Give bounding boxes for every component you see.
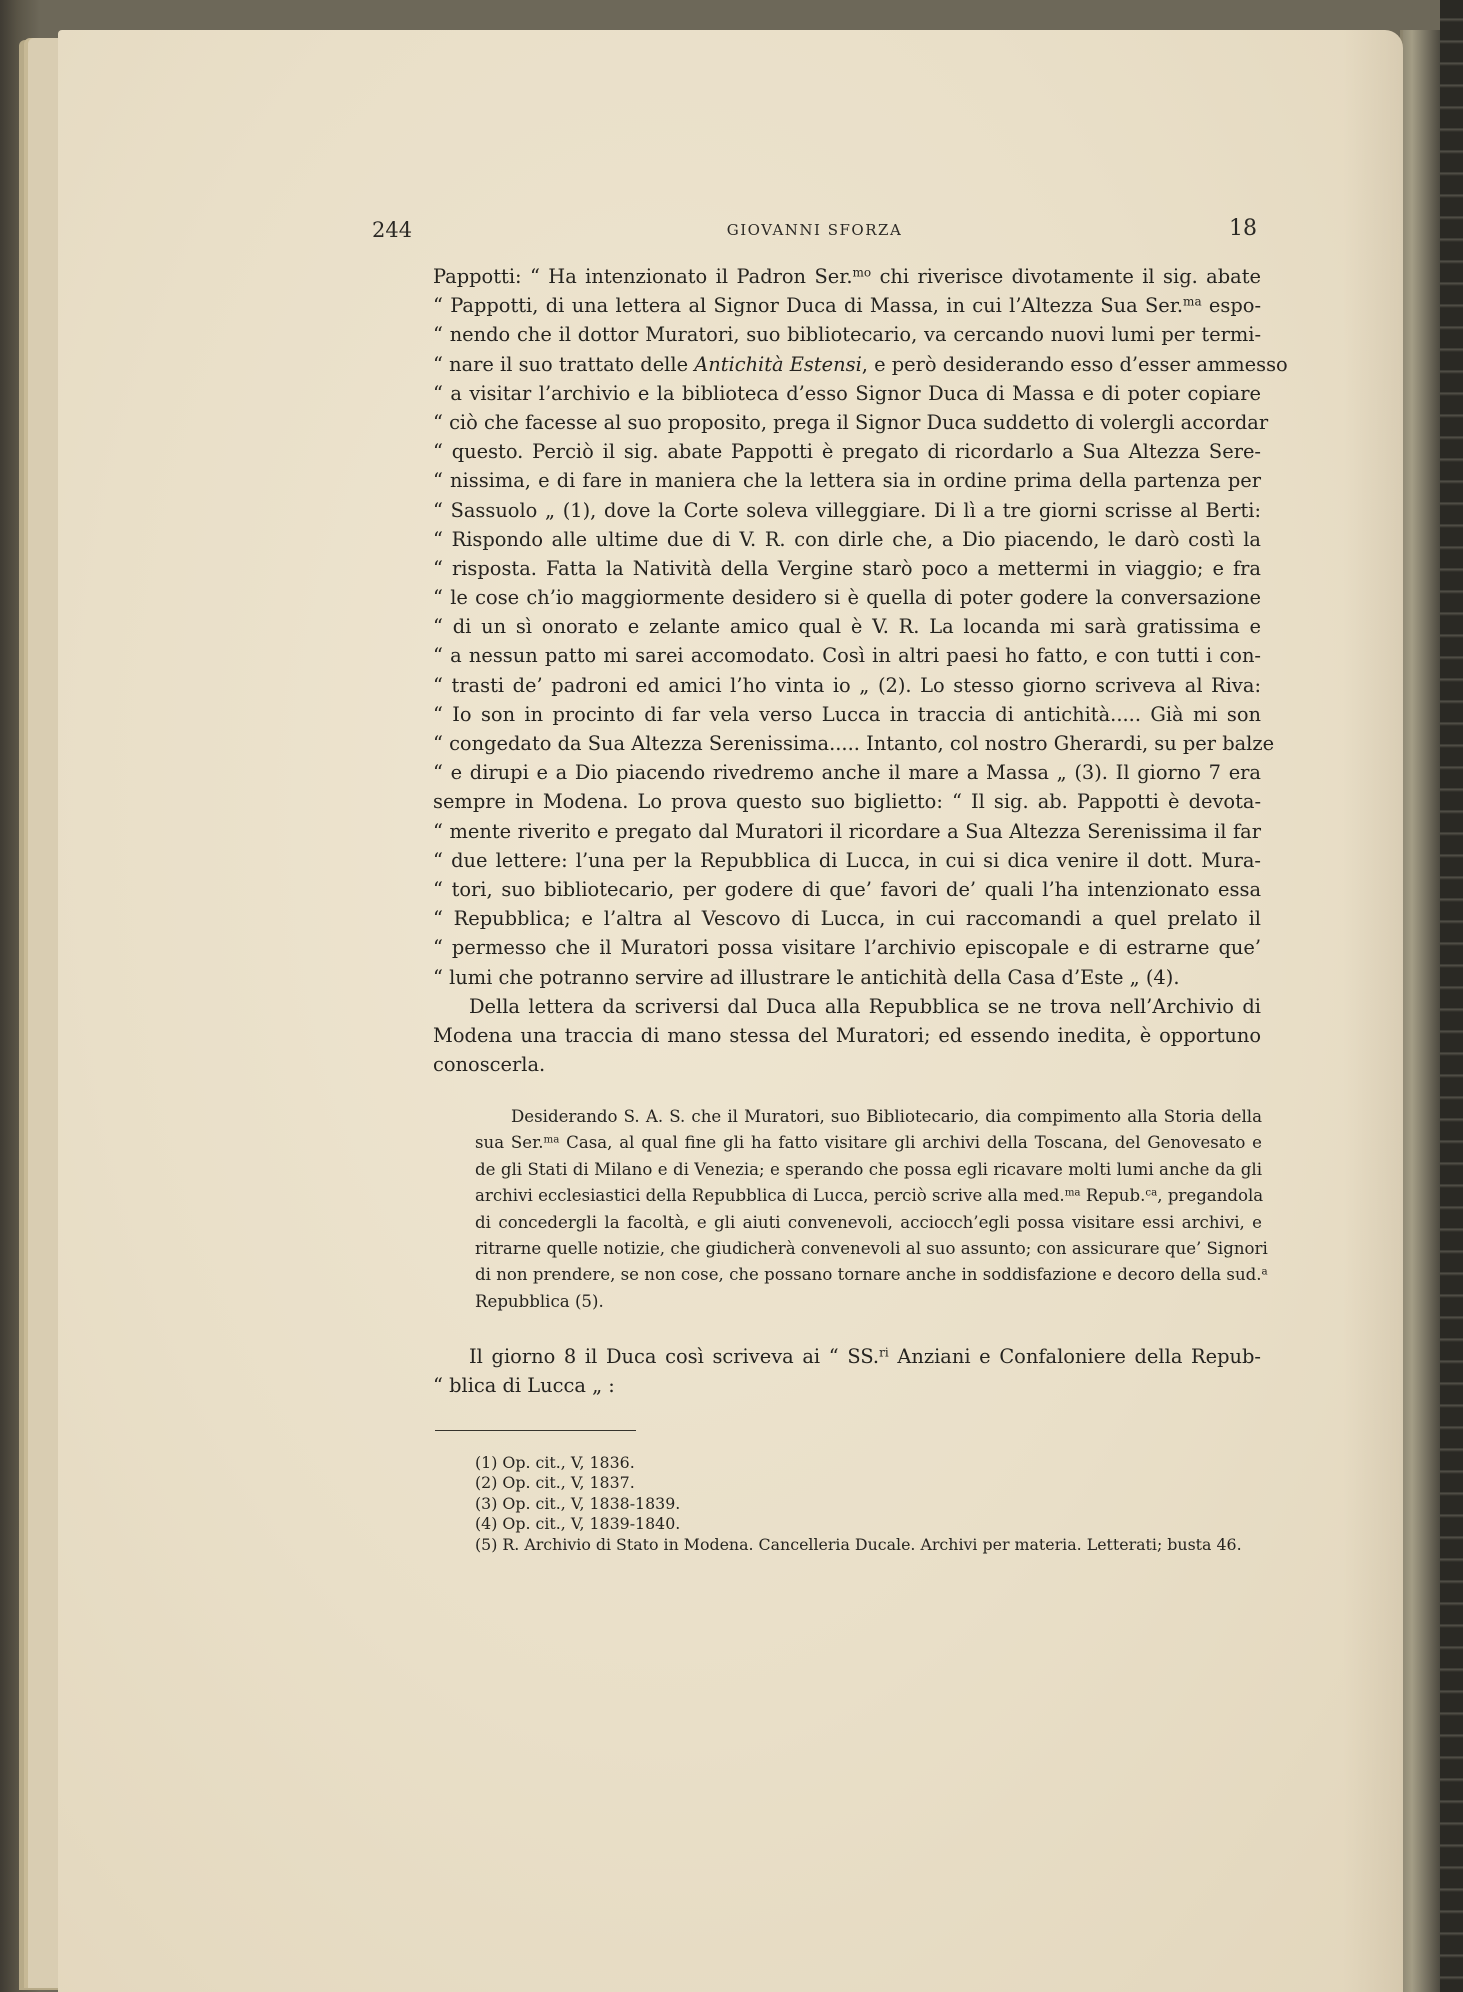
- text-run: Della lettera da scriversi dal Duca alla Repubblica se ne trova nell’Archivio di: [469, 994, 1261, 1018]
- footnotes: [475, 1453, 1265, 1555]
- text-run: Pappotti: “ Ha intenzionato il Padron Ser.: [433, 265, 853, 288]
- text-run: “ e dirupi e a Dio piacendo rivedremo anche il mare a Massa „ (3). Il giorno 7 era: [433, 761, 1261, 785]
- body-line: [433, 466, 1261, 495]
- quote-line: [475, 1157, 1262, 1183]
- quote-line: [475, 1262, 1268, 1288]
- text-run: Modena una traccia di mano stessa del Muratori; ed essendo inedita, è opportuno: [433, 1023, 1261, 1047]
- text-run: chi riverisce divotamente il sig. abate: [871, 265, 1261, 288]
- quote-line: [475, 1210, 1262, 1236]
- body-line: [433, 408, 1269, 437]
- book-binding: [1440, 0, 1463, 1992]
- footnote-3: (3) Op. cit., V, 1838-1839.: [475, 1493, 681, 1513]
- superscript-abbreviation: ma: [543, 1133, 560, 1146]
- text-run: sempre in Modena. Lo prova questo suo biglietto: “ Il sig. ab. Pappotti è devota-: [433, 790, 1261, 814]
- superscript-abbreviation: a: [1261, 1265, 1268, 1278]
- text-run: Repub.: [1080, 1186, 1146, 1206]
- superscript-abbreviation: ma: [1064, 1186, 1081, 1199]
- text-run: “ congedato da Sua Altezza Serenissima..... Intanto, col nostro Gherardi, su per balze: [433, 732, 1275, 755]
- footnote-4: (4) Op. cit., V, 1839-1840.: [475, 1514, 681, 1534]
- text-run: “ Sassuolo „ (1), dove la Corte soleva villeggiare. Di lì a tre giorni scrisse al Berti:: [433, 498, 1261, 522]
- text-run: Il giorno 8 il Duca così scriveva ai “ SS.: [469, 1345, 880, 1368]
- body-line: [433, 437, 1261, 466]
- text-run: conoscerla.: [433, 1053, 546, 1077]
- text-run: di non prendere, se non cose, che possano tornare anche in soddisfazione e decoro della sud.: [475, 1265, 1262, 1285]
- body-line: [433, 379, 1261, 408]
- body-line: [433, 262, 1261, 291]
- text-run: archivi ecclesiastici della Repubblica di Lucca, perciò scrive alla med.: [475, 1186, 1065, 1206]
- body-line: [433, 875, 1261, 904]
- body-line: [433, 350, 1288, 379]
- body-line: [433, 758, 1261, 787]
- text-run: “ a visitar l’archivio e la biblioteca d’esso Signor Duca di Massa e di poter copiare: [433, 381, 1261, 405]
- text-run: sua Ser.: [475, 1133, 544, 1153]
- leaf-number: 18: [1229, 216, 1257, 241]
- after-quote-line: [433, 1342, 1261, 1371]
- text-run: Repubblica (5).: [475, 1291, 604, 1311]
- text-run: “ di un sì onorato e zelante amico qual è V. R. La locanda mi sarà gratissima e: [433, 615, 1261, 639]
- body-line: [433, 729, 1275, 758]
- body-line: [433, 612, 1261, 641]
- superscript-abbreviation: ca: [1145, 1186, 1158, 1199]
- body-text: [433, 262, 1288, 1079]
- text-run: “ questo. Perciò il sig. abate Pappotti è pregato di ricordarlo a Sua Altezza Sere-: [433, 440, 1261, 464]
- text-run: espo-: [1201, 294, 1261, 318]
- quote-line: [475, 1104, 1262, 1130]
- text-run: “ ciò che facesse al suo proposito, prega il Signor Duca suddetto di volergli accordar: [433, 410, 1269, 434]
- text-run: “ Rispondo alle ultime due di V. R. con dirle che, a Dio piacendo, le darò costì la: [433, 527, 1261, 551]
- body-line: [433, 817, 1261, 846]
- quote-line: [475, 1236, 1268, 1262]
- text-run: “ Pappotti, di una lettera al Signor Duca di Massa, in cui l’Altezza Sua Ser.: [433, 294, 1184, 318]
- footnote-1: (1) Op. cit., V, 1836.: [475, 1453, 635, 1472]
- body-line: [433, 787, 1261, 816]
- running-head: GIOVANNI SFORZA: [726, 221, 903, 239]
- body-line: [433, 671, 1261, 700]
- text-run: “ due lettere: l’una per la Repubblica di Lucca, in cui si dica venire il dott. Mura-: [433, 848, 1261, 872]
- text-run: “ Io son in procinto di far vela verso Lucca in traccia di antichità..... Già mi son: [433, 702, 1261, 726]
- text-run: , pregandola: [1157, 1186, 1264, 1206]
- footnote-rule: [435, 1430, 636, 1431]
- body-line: [433, 583, 1261, 612]
- body-text-continued: [433, 1342, 1261, 1401]
- page-number: 244: [372, 218, 413, 242]
- superscript-abbreviation: ri: [879, 1345, 889, 1360]
- body-line: [433, 992, 1261, 1021]
- text-run: Anziani e Confaloniere della Repub-: [888, 1345, 1261, 1368]
- text-run: “ mente riverito e pregato dal Muratori il ricordare a Sua Altezza Serenissima il far: [433, 819, 1261, 843]
- text-run: , e però desiderando esso d’esser ammesso: [861, 352, 1288, 376]
- quote-line: [475, 1183, 1262, 1209]
- footnote-2: (2) Op. cit., V, 1837.: [475, 1473, 635, 1493]
- body-line: [433, 496, 1261, 525]
- text-run: “ risposta. Fatta la Natività della Vergine starò poco a mettermi in viaggio; e fra: [433, 556, 1261, 580]
- text-run: ritrarne quelle notizie, che giudicherà convenevoli al suo assunto; con assicurare que’ Signori: [475, 1238, 1268, 1258]
- letter-draft-quote: [475, 1104, 1268, 1315]
- body-line: [433, 291, 1261, 320]
- footnote-5: (5) R. Archivio di Stato in Modena. Cancelleria Ducale. Archivi per materia. Letterati; busta 46.: [475, 1534, 1242, 1554]
- page-header: [372, 210, 1257, 250]
- text-run: “ le cose ch’io maggiormente desidero si è quella di poter godere la conversazione: [433, 586, 1261, 610]
- body-line: [433, 1021, 1261, 1050]
- text-run: Casa, al qual fine gli ha fatto visitare gli archivi della Toscana, del Genovesato e: [559, 1133, 1262, 1153]
- text-run: “ trasti de’ padroni ed amici l’ho vinta io „ (2). Lo stesso giorno scriveva al Riva:: [433, 673, 1261, 697]
- text-run: “ lumi che potranno servire ad illustrare le antichità della Casa d’Este „ (4).: [433, 965, 1180, 989]
- text-run: “ nendo che il dottor Muratori, suo bibliotecario, va cercando nuovi lumi per termi-: [433, 323, 1261, 347]
- text-run: de gli Stati di Milano e di Venezia; e sperando che possa egli ricavare molti lumi anche da gli: [475, 1159, 1262, 1179]
- text-run: “ a nessun patto mi sarei accomodato. Così in altri paesi ho fatto, e con tutti i con-: [433, 644, 1261, 668]
- text-run: “ Repubblica; e l’altra al Vescovo di Lucca, in cui raccomandi a quel prelato il: [433, 907, 1261, 931]
- superscript-abbreviation: ma: [1183, 294, 1202, 309]
- body-line: [433, 641, 1261, 670]
- superscript-abbreviation: mo: [852, 265, 872, 280]
- body-line: [433, 963, 1261, 992]
- body-line: [433, 320, 1261, 349]
- quote-line: [475, 1130, 1262, 1156]
- body-line: [433, 525, 1261, 554]
- body-line: [433, 1050, 1261, 1079]
- text-run: “ nissima, e di fare in maniera che la lettera sia in ordine prima della partenza per: [433, 469, 1261, 493]
- body-line: [433, 904, 1261, 933]
- after-quote-line: [433, 1371, 1261, 1400]
- italic-title: Antichità Estensi: [694, 352, 862, 376]
- text-run: di concedergli la facoltà, e gli aiuti convenevoli, acciocch’egli possa visitare essi archivi, e: [475, 1212, 1262, 1232]
- body-line: [433, 846, 1261, 875]
- body-line: [433, 700, 1261, 729]
- body-line: [433, 554, 1261, 583]
- quote-line: [475, 1289, 1262, 1315]
- text-run: “ nare il suo trattato delle: [433, 352, 695, 376]
- text-run: “ blica di Lucca „ :: [433, 1374, 615, 1398]
- text-run: Desiderando S. A. S. che il Muratori, suo Bibliotecario, dia compimento alla Storia della: [511, 1107, 1262, 1126]
- text-run: “ permesso che il Muratori possa visitare l’archivio episcopale e di estrarne que’: [433, 936, 1261, 960]
- body-line: [433, 933, 1261, 962]
- text-run: “ tori, suo bibliotecario, per godere di que’ favori de’ quali l’ha intenzionato essa: [433, 877, 1261, 901]
